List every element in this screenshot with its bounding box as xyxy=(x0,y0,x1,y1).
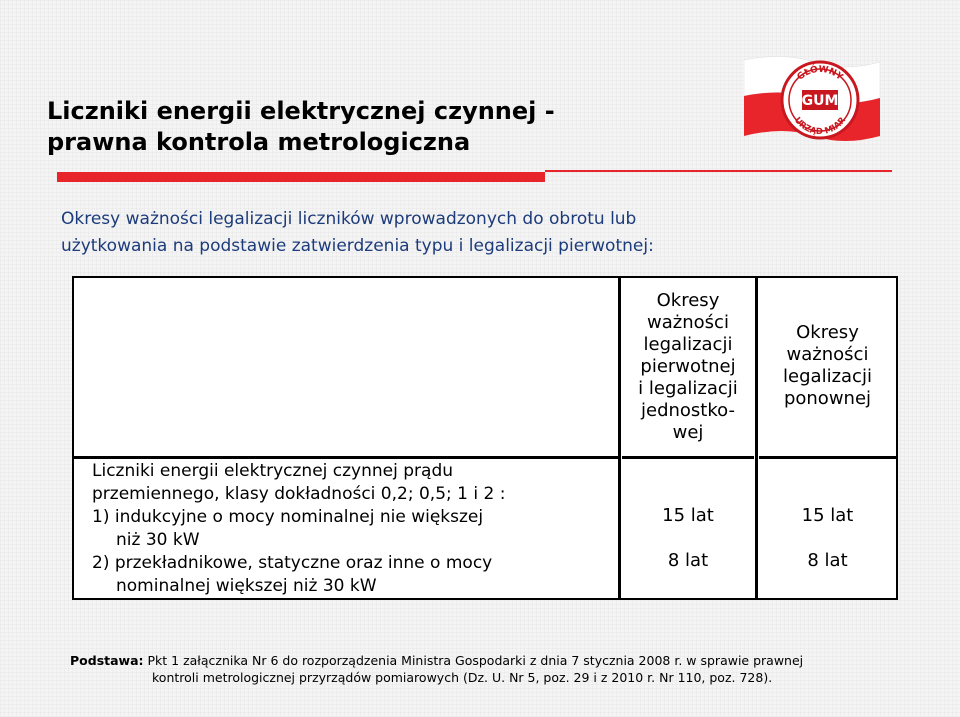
header-line: ważności xyxy=(786,344,869,365)
table-divider-vertical xyxy=(618,278,621,598)
intro-line-2: użytkowania na podstawie zatwierdzenia typu i legalizacji pierwotnej: xyxy=(61,236,654,256)
description-line: 1) indukcyjne o mocy nominalnej nie większej xyxy=(92,507,484,527)
legal-basis-line-1 xyxy=(70,652,950,669)
header-subsequent-verification xyxy=(759,322,896,410)
gum-logo xyxy=(744,52,880,152)
page-title xyxy=(47,96,555,158)
legal-basis-note xyxy=(70,652,950,686)
header-line: ważności xyxy=(647,312,729,333)
gum-logo-graphic xyxy=(744,52,880,152)
intro-text xyxy=(61,206,654,260)
header-line: jednostko- xyxy=(641,400,735,421)
svg-text:GUM: GUM xyxy=(801,93,839,109)
description-line: nominalnej większej niż 30 kW xyxy=(116,576,377,596)
header-line: ponownej xyxy=(783,388,872,409)
intro-line-1: Okresy ważności legalizacji liczników wprowadzonych do obrotu lub xyxy=(61,209,637,229)
legal-basis-label: Podstawa: xyxy=(70,653,144,668)
page-title-line-1: Liczniki energii elektrycznej czynnej - xyxy=(47,97,555,125)
header-line: wej xyxy=(672,422,704,443)
header-line: pierwotnej xyxy=(640,356,736,377)
svg-text:GŁÓWNY: GŁÓWNY xyxy=(795,64,845,83)
svg-text:URZĄD MIAR: URZĄD MIAR xyxy=(791,115,849,138)
description-line: Liczniki energii elektrycznej czynnej prądu xyxy=(92,461,454,481)
table-divider-vertical xyxy=(755,278,758,598)
legal-basis-text: Pkt 1 załącznika Nr 6 do rozporządzenia Ministra Gospodarki z dnia 7 stycznia 2008 r. w sprawie prawnej xyxy=(143,653,804,668)
validity-table xyxy=(72,276,898,600)
value-initial-inductive: 15 lat xyxy=(662,505,714,526)
table-divider-horizontal xyxy=(74,456,618,459)
header-line: i legalizacji xyxy=(638,378,738,399)
value-initial-static: 8 lat xyxy=(667,550,709,571)
table-divider-horizontal xyxy=(759,456,896,459)
description-line: przemiennego, klasy dokładności 0,2; 0,5; 1 i 2 : xyxy=(92,484,506,504)
description-line: niż 30 kW xyxy=(116,530,200,550)
meter-description xyxy=(92,460,505,598)
header-line: legalizacji xyxy=(643,334,733,355)
value-subsequent-inductive: 15 lat xyxy=(801,505,854,526)
legal-basis-line-2: kontroli metrologicznej przyrządów pomiarowych (Dz. U. Nr 5, poz. 29 i z 2010 r. Nr 110, poz. 728). xyxy=(152,670,773,685)
value-subsequent-static: 8 lat xyxy=(807,550,848,571)
table-divider-horizontal xyxy=(622,456,754,459)
title-underline-thin xyxy=(545,170,892,172)
header-initial-verification xyxy=(622,290,754,444)
header-line: legalizacji xyxy=(783,366,872,387)
page-title-line-2: prawna kontrola metrologiczna xyxy=(47,128,471,156)
header-line: Okresy xyxy=(796,322,859,343)
description-line: 2) przekładnikowe, statyczne oraz inne o mocy xyxy=(92,553,493,573)
title-underline-bar xyxy=(57,172,545,182)
header-line: Okresy xyxy=(656,290,720,311)
